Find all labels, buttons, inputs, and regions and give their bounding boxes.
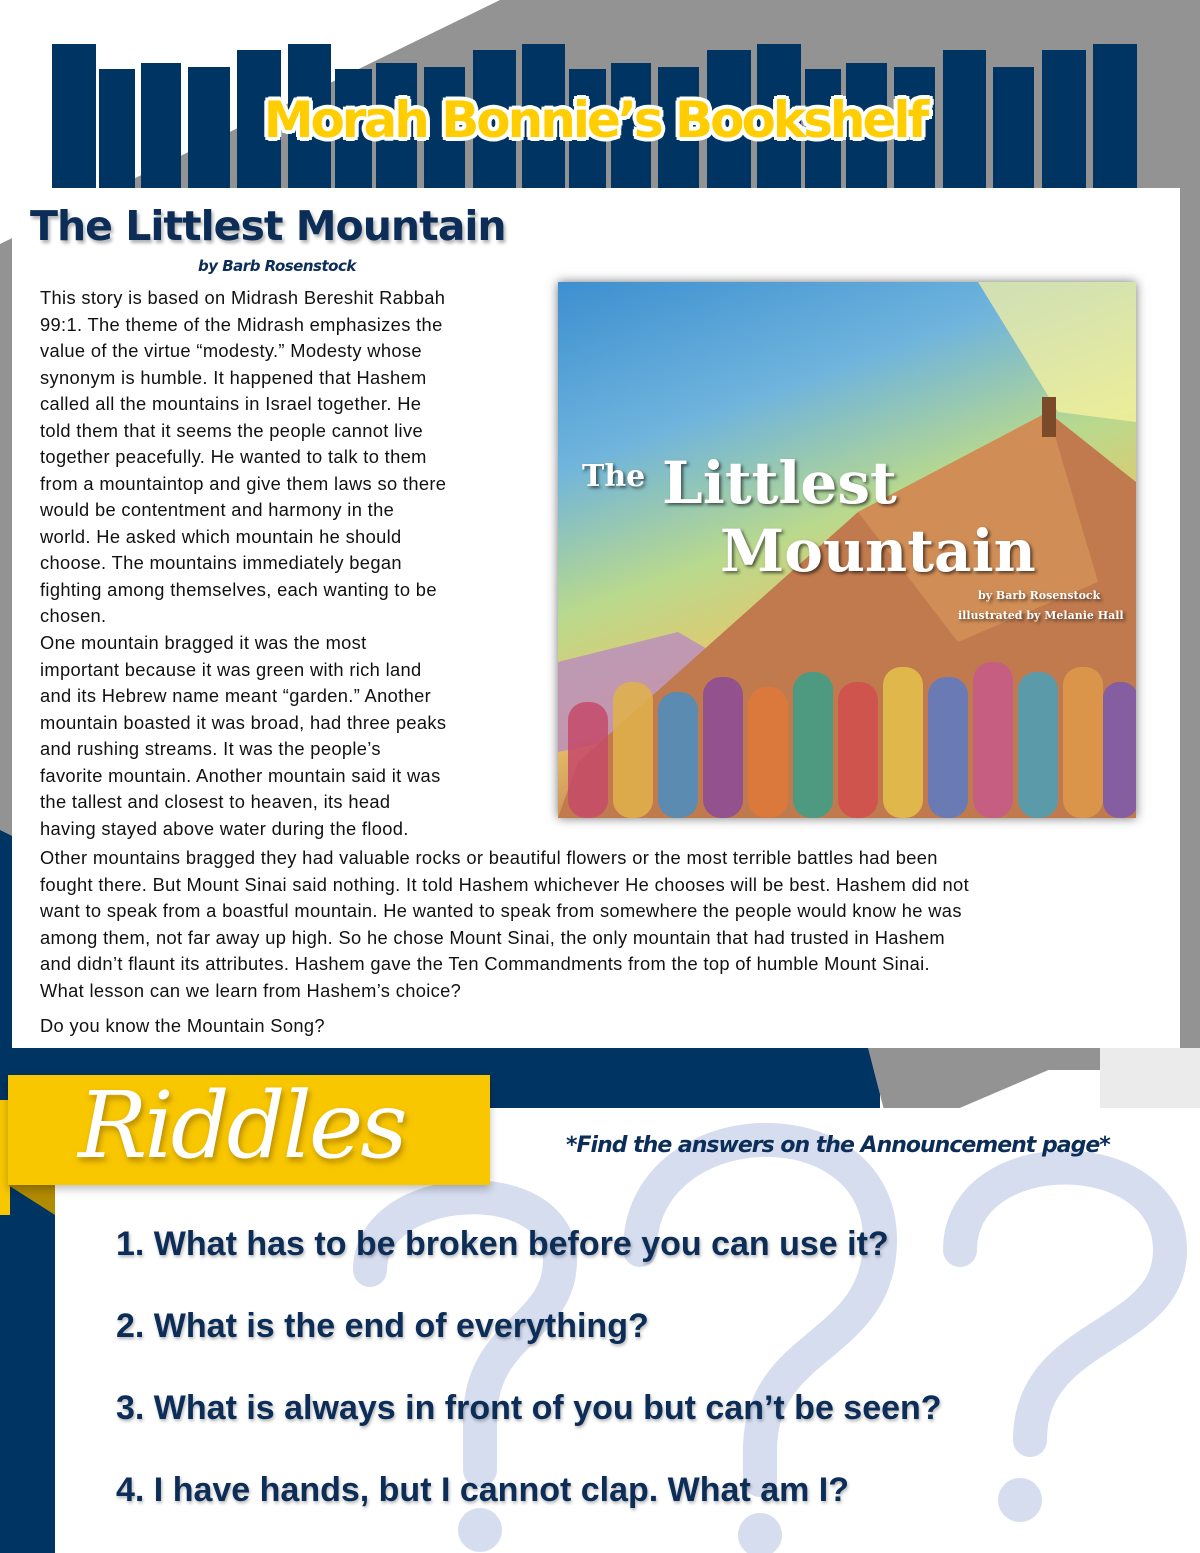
question-mark-dot-icon <box>998 1478 1042 1522</box>
question-mark-decoration-icon <box>960 1168 1170 1441</box>
paragraph-1: This story is based on Midrash Bereshit Rabbah 99:1. The theme of the Midrash emphasizes the value of the virtue “modesty.” Modesty whose synonym is humble. It happened that Hashem called all the mountains in Israel together. He told them that it seems the people cannot live together peacefully. He wanted to talk to them from a mountaintop and give them laws so there would be contentment and harmony in the world. He asked which mountain he should choose. The mountains immediately began fighting among themselves, each wanting to be chosen. <box>40 287 447 626</box>
riddle-3: 3. What is always in front of you but can’t be seen? <box>116 1389 942 1427</box>
cover-title-small: The <box>582 459 646 494</box>
riddle-1: 1. What has to be broken before you can use it? <box>116 1225 889 1263</box>
paragraph-2: One mountain bragged it was the most important because it was green with rich land and its Hebrew name meant “garden.” Another mountain boasted it was broad, had three peaks and rushing streams. It was the people’s favorite mountain. Another mountain said it was the tallest and closest to heaven, its head having stayed above water during the flood. <box>40 632 447 839</box>
question-mark-decoration-icon <box>640 1140 880 1480</box>
paragraph-4: Do you know the Mountain Song? <box>40 1015 325 1036</box>
riddle-4: 4. I have hands, but I cannot clap. What am I? <box>116 1471 850 1509</box>
article-title: The Littlest Mountain <box>30 202 506 250</box>
question-mark-dot-icon <box>458 1508 502 1552</box>
riddle-2: 2. What is the end of everything? <box>116 1307 649 1345</box>
paragraph-3: Other mountains bragged they had valuable rocks or beautiful flowers or the most terrible battles had been fought there. But Mount Sinai said nothing. It told Hashem whichever He chooses will be best. Hashem did not want to speak from a boastful mountain. He wanted to speak from somewhere the people would know he was among them, not far away up high. So he chose Mount Sinai, the only mountain that had trusted in Hashem and didn’t flaunt its attributes. Hashem gave the Ten Commandments from the top of humble Mount Sinai. What lesson can we learn from Hashem’s choice? <box>40 847 969 1001</box>
article-byline: by Barb Rosenstock <box>198 257 356 275</box>
answers-hint: *Find the answers on the Announcement page* <box>566 1133 1110 1158</box>
brand-title: Morah Bonnie’s Bookshelf <box>263 91 927 149</box>
cover-title-line2: Mountain <box>720 517 1036 585</box>
cover-author: by Barb Rosenstock <box>978 589 1101 602</box>
riddles-title: Riddles <box>78 1072 405 1179</box>
cover-title-line1: Littlest <box>662 449 897 517</box>
question-mark-dot-icon <box>738 1513 782 1553</box>
cover-illustrator: illustrated by Melanie Hall <box>958 609 1124 622</box>
